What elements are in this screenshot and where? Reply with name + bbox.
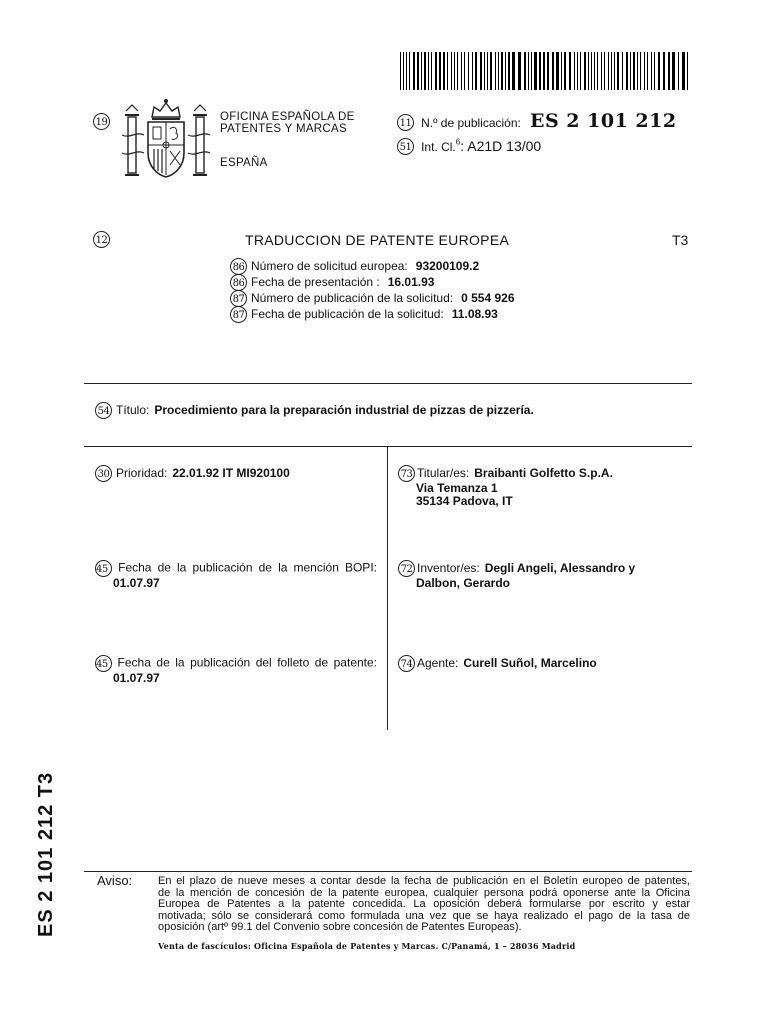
barcode-bar bbox=[451, 52, 452, 90]
priority-value: 22.01.92 IT MI920100 bbox=[172, 465, 290, 480]
barcode-bar bbox=[534, 52, 537, 90]
barcode-bar bbox=[468, 52, 469, 90]
barcode-bar bbox=[574, 52, 575, 90]
notice-text bbox=[158, 876, 690, 934]
barcode-bar bbox=[588, 52, 589, 90]
barcode-bar bbox=[687, 52, 688, 90]
divider-top bbox=[84, 383, 692, 384]
barcode-bar bbox=[505, 52, 506, 90]
folleto-label: Fecha de la publicación del folleto de patente: bbox=[117, 655, 378, 670]
document-type: TRADUCCION DE PATENTE EUROPEA bbox=[245, 232, 510, 248]
barcode-bar bbox=[400, 52, 401, 90]
code-72-badge: 72 bbox=[398, 560, 415, 577]
barcode-bar bbox=[658, 52, 660, 90]
code-45-badge: 45 bbox=[95, 655, 112, 672]
barcode-bar bbox=[424, 52, 426, 90]
country: ESPAÑA bbox=[220, 157, 268, 169]
bopi-date: 01.07.97 bbox=[113, 576, 160, 590]
office-name bbox=[220, 111, 355, 135]
inventor-name-cont: Dalbon, Gerardo bbox=[416, 576, 511, 590]
barcode-bar bbox=[490, 52, 492, 90]
barcode-bar bbox=[457, 52, 458, 90]
barcode-bar bbox=[594, 52, 595, 90]
office-line-1: OFICINA ESPAÑOLA DE bbox=[220, 111, 355, 123]
app-detail-row bbox=[230, 290, 515, 307]
barcode-bar bbox=[461, 52, 462, 90]
holder-block bbox=[398, 465, 688, 508]
notice-line: de la mención de concesión de la patente europea, cualquier persona podrá oponerse ante la Oficina bbox=[158, 886, 690, 899]
barcode-bar bbox=[637, 52, 638, 90]
barcode-bar bbox=[518, 52, 521, 90]
barcode-bar bbox=[498, 52, 499, 90]
inventor-label: Inventor/es: bbox=[417, 560, 480, 575]
agent-block bbox=[398, 655, 688, 672]
inventor-block bbox=[398, 560, 688, 590]
barcode-bar bbox=[495, 52, 496, 90]
barcode-bar bbox=[431, 52, 432, 90]
barcode-bar bbox=[561, 52, 562, 90]
barcode-bar bbox=[552, 52, 554, 90]
holder-address-line: 35134 Padova, IT bbox=[416, 494, 513, 508]
side-publication-label: ES 2 101 212 T3 bbox=[35, 771, 57, 937]
barcode-bar bbox=[644, 52, 645, 90]
inventor-name: Degli Angeli, Alessandro y bbox=[484, 560, 636, 575]
int-cl-label: Int. Cl. bbox=[421, 140, 456, 154]
publication-number-row bbox=[397, 110, 677, 132]
title-label: Título: bbox=[116, 402, 150, 417]
barcode-bar bbox=[663, 52, 665, 90]
barcode-bar bbox=[447, 52, 448, 90]
title-row bbox=[95, 402, 534, 419]
bopi-block bbox=[95, 560, 377, 590]
barcode-bar bbox=[556, 52, 559, 90]
barcode-bar bbox=[454, 52, 455, 90]
barcode-bar bbox=[611, 52, 612, 90]
barcode-bar bbox=[564, 52, 566, 90]
barcode-bar bbox=[484, 52, 485, 90]
barcode-bar bbox=[640, 52, 641, 90]
barcode-bar bbox=[591, 52, 592, 90]
kind-code: T3 bbox=[672, 232, 689, 248]
app-detail-row bbox=[230, 258, 479, 275]
sales-footer: Venta de fascículos: Oficina Española de Patentes y Marcas. C/Panamá, 1 – 28036 Madrid bbox=[158, 941, 576, 951]
patent-title: Procedimiento para la preparación industrial de pizzas de pizzería. bbox=[154, 402, 534, 417]
notice-label: Aviso: bbox=[97, 873, 133, 888]
code-badge: 87 bbox=[230, 290, 247, 307]
barcode-bar bbox=[622, 52, 623, 90]
barcode-bar bbox=[435, 52, 437, 90]
barcode-bar bbox=[569, 52, 571, 90]
office-line-2: PATENTES Y MARCAS bbox=[220, 123, 347, 135]
column-divider bbox=[387, 447, 388, 730]
code-74-badge: 74 bbox=[398, 655, 415, 672]
app-detail-label: Fecha de presentación : bbox=[251, 274, 380, 289]
app-detail-value: 93200109.2 bbox=[415, 258, 480, 273]
barcode-bar bbox=[501, 52, 503, 90]
barcode-bar bbox=[678, 52, 679, 90]
holder-name: Braibanti Golfetto S.p.A. bbox=[474, 465, 613, 480]
int-cl-row bbox=[397, 136, 541, 155]
code-badge: 86 bbox=[230, 258, 247, 275]
publication-label: N.º de publicación: bbox=[421, 116, 521, 130]
app-detail-label: Número de solicitud europea: bbox=[251, 258, 408, 273]
barcode-bar bbox=[668, 52, 670, 90]
code-12-badge: 12 bbox=[93, 231, 110, 248]
barcode-bar bbox=[614, 52, 615, 90]
agent-name: Curell Suñol, Marcelino bbox=[463, 655, 597, 670]
bopi-label: Fecha de la publicación de la mención BOPI: bbox=[118, 560, 377, 575]
code-54-badge: 54 bbox=[95, 402, 112, 419]
barcode-bar bbox=[543, 52, 545, 90]
barcode-bar bbox=[547, 52, 549, 90]
barcode-bar bbox=[682, 52, 685, 90]
notice-line: En el plazo de nueve meses a contar desde la fecha de publicación en el Boletín europeo de patentes, bbox=[158, 875, 690, 887]
barcode bbox=[400, 52, 690, 90]
barcode-bar bbox=[413, 52, 415, 90]
barcode-bar bbox=[531, 52, 532, 90]
notice-line: Europea de Patentes a la patente concedida. La oposición deberá formularse por escrito y estar bbox=[158, 898, 690, 911]
notice-line: oposición (artº 99.1 del Convenio sobre concesión de Patentes Europeas). bbox=[158, 921, 522, 934]
barcode-bar bbox=[647, 52, 648, 90]
barcode-bar bbox=[443, 52, 445, 90]
barcode-bar bbox=[417, 52, 419, 90]
code-11-badge: 11 bbox=[397, 114, 414, 131]
holder-address-line: Via Temanza 1 bbox=[416, 481, 498, 495]
code-badge: 87 bbox=[230, 306, 247, 323]
notice-line: motivada; sólo se considerará como formulada una vez que se haya realizado el pago de la tasa de bbox=[158, 909, 690, 922]
barcode-bar bbox=[487, 52, 488, 90]
publication-number: ES 2 101 212 bbox=[529, 110, 677, 132]
barcode-bar bbox=[608, 52, 609, 90]
holder-label: Titular/es: bbox=[417, 465, 470, 480]
code-45-badge: 45 bbox=[95, 560, 112, 577]
barcode-bar bbox=[524, 52, 526, 90]
code-73-badge: 73 bbox=[398, 465, 415, 482]
barcode-bar bbox=[439, 52, 441, 90]
barcode-bar bbox=[604, 52, 605, 90]
barcode-bar bbox=[584, 52, 586, 90]
code-badge: 86 bbox=[230, 274, 247, 291]
barcode-bar bbox=[617, 52, 619, 90]
code-51-badge: 51 bbox=[397, 138, 414, 155]
agent-label: Agente: bbox=[417, 655, 459, 670]
app-detail-row bbox=[230, 274, 434, 291]
barcode-bar bbox=[577, 52, 578, 90]
barcode-bar bbox=[626, 52, 628, 90]
app-detail-value: 16.01.93 bbox=[387, 274, 435, 289]
app-detail-row bbox=[230, 306, 498, 323]
app-detail-value: 0 554 926 bbox=[461, 290, 515, 305]
barcode-bar bbox=[654, 52, 655, 90]
app-detail-value: 11.08.93 bbox=[451, 306, 498, 321]
barcode-bar bbox=[406, 52, 407, 90]
barcode-bar bbox=[633, 52, 635, 90]
barcode-bar bbox=[512, 52, 515, 90]
barcode-bar bbox=[403, 52, 404, 90]
barcode-bar bbox=[528, 52, 529, 90]
code-19-badge: 19 bbox=[93, 113, 110, 130]
barcode-bar bbox=[672, 52, 675, 90]
folleto-block bbox=[95, 655, 377, 685]
barcode-bar bbox=[464, 52, 465, 90]
folleto-date: 01.07.97 bbox=[113, 671, 160, 685]
barcode-bar bbox=[421, 52, 422, 90]
barcode-bar bbox=[480, 52, 482, 90]
barcode-bar bbox=[409, 52, 410, 90]
barcode-bar bbox=[580, 52, 581, 90]
barcode-bar bbox=[472, 52, 473, 90]
app-detail-label: Número de publicación de la solicitud: bbox=[251, 290, 454, 305]
barcode-bar bbox=[475, 52, 477, 90]
int-cl-edition: 6 bbox=[455, 137, 461, 147]
app-detail-label: Fecha de publicación de la solicitud: bbox=[251, 306, 444, 321]
notice-divider bbox=[84, 871, 692, 872]
int-cl-value: : A21D 13/00 bbox=[460, 138, 542, 154]
barcode-bar bbox=[508, 52, 510, 90]
priority-row bbox=[95, 465, 290, 482]
divider-middle bbox=[84, 446, 692, 447]
barcode-bar bbox=[428, 52, 429, 90]
code-30-badge: 30 bbox=[95, 465, 112, 482]
coat-of-arms-icon bbox=[118, 95, 214, 183]
barcode-bar bbox=[539, 52, 541, 90]
barcode-bar bbox=[601, 52, 602, 90]
barcode-bar bbox=[597, 52, 598, 90]
barcode-bar bbox=[651, 52, 652, 90]
barcode-bar bbox=[630, 52, 631, 90]
priority-label: Prioridad: bbox=[116, 465, 168, 480]
